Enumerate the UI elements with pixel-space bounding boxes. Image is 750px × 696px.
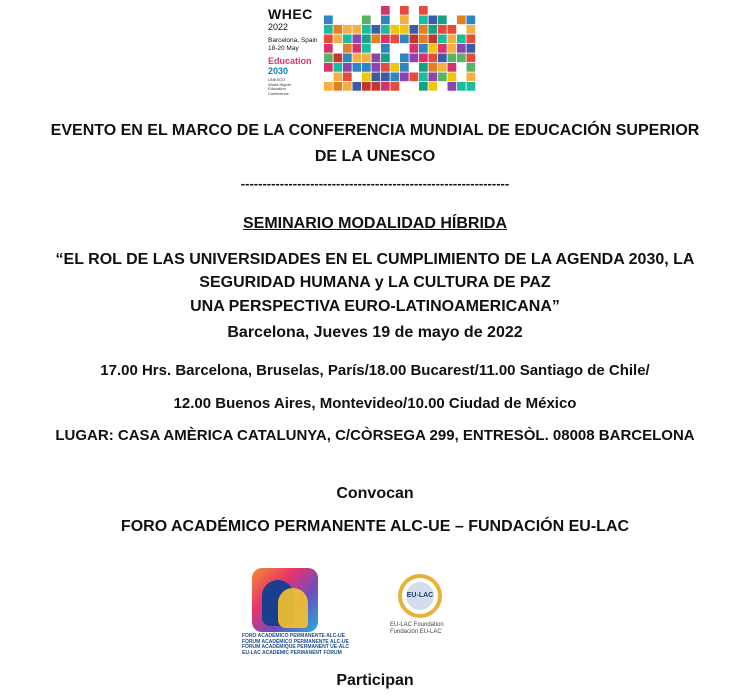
mosaic-tile (372, 54, 381, 63)
mosaic-tile (400, 54, 409, 63)
mosaic-tile (381, 82, 390, 91)
mosaic-tile (334, 82, 343, 91)
mosaic-tile (343, 73, 352, 82)
eu-lac-badge: EU-LAC (406, 582, 434, 610)
foro-logo-text (242, 634, 352, 656)
eu-lac-caption-line: Fundación EU-LAC (390, 629, 442, 635)
mosaic-tile (410, 73, 419, 82)
mosaic-tile (448, 82, 457, 91)
mosaic-tile (419, 73, 428, 82)
mosaic-tile (419, 63, 428, 72)
convocan-label: Convocan (336, 485, 414, 502)
mosaic-tile (400, 35, 409, 44)
mosaic-tile (381, 63, 390, 72)
mosaic-tile (324, 25, 333, 34)
mosaic-tile (334, 25, 343, 34)
whec-org-line: World Higher (268, 81, 292, 87)
mosaic-tile (362, 54, 371, 63)
mosaic-tile (457, 82, 466, 91)
seminar-type: SEMINARIO MODALIDAD HÍBRIDA (243, 215, 507, 232)
mosaic-tile (372, 35, 381, 44)
mosaic-tile (419, 6, 428, 15)
mosaic-tile (448, 35, 457, 44)
foro-academico-logo (242, 568, 352, 660)
mosaic-tile (467, 25, 476, 34)
mosaic-tile (362, 35, 371, 44)
eu-lac-logo (390, 574, 480, 654)
mosaic-tile (343, 35, 352, 44)
mosaic-tile (381, 35, 390, 44)
event-heading-line2: DE LA UNESCO (314, 148, 436, 165)
mosaic-tile (334, 35, 343, 44)
foro-logo-line: EU-LAC ACADEMIC PERMANENT FORUM (242, 649, 342, 656)
mosaic-tile (381, 6, 390, 15)
mosaic-tile (419, 82, 428, 91)
mosaic-tile (438, 16, 447, 25)
mosaic-tile (448, 73, 457, 82)
mosaic-tile (324, 35, 333, 44)
mosaic-tile (343, 63, 352, 72)
event-heading-line1: EVENTO EN EL MARCO DE LA CONFERENCIA MUNDIAL DE EDUCACIÓN SUPERIOR (50, 122, 700, 139)
mosaic-tile (381, 73, 390, 82)
mosaic-tile (324, 44, 333, 53)
organizers: FORO ACADÉMICO PERMANENTE ALC-UE – FUNDACIÓN EU-LAC (120, 518, 630, 535)
mosaic-tile (467, 44, 476, 53)
mosaic-tile (448, 54, 457, 63)
mosaic-tile (400, 25, 409, 34)
mosaic-tile (362, 16, 371, 25)
mosaic-tile (324, 82, 333, 91)
mosaic-tile (419, 35, 428, 44)
eu-lac-circle-icon (398, 574, 442, 618)
mosaic-tile (362, 44, 371, 53)
mosaic-tile (324, 63, 333, 72)
seminar-times-line2: 12.00 Buenos Aires, Montevideo/10.00 Ciudad de México (173, 395, 577, 412)
seminar-times-line1: 17.00 Hrs. Barcelona, Bruselas, París/18.00 Bucarest/11.00 Santiago de Chile/ (100, 362, 650, 379)
mosaic-tile (362, 25, 371, 34)
whec-logo-year: 2022 (268, 22, 289, 32)
mosaic-tile (429, 63, 438, 72)
mosaic-tile (391, 82, 400, 91)
mosaic-tile (429, 16, 438, 25)
whec-logo-dates: 18-20 May (268, 45, 299, 52)
mosaic-tile (372, 82, 381, 91)
mosaic-tile (391, 35, 400, 44)
mosaic-tile (381, 16, 390, 25)
mosaic-tile (353, 54, 362, 63)
whec-logo-city: Barcelona, Spain (268, 37, 318, 44)
seminar-title-line2: SEGURIDAD HUMANA y LA CULTURA DE PAZ (199, 274, 551, 291)
mosaic-tile (353, 82, 362, 91)
mosaic-tile (429, 82, 438, 91)
mosaic-tile (381, 25, 390, 34)
participan-label: Participan (336, 672, 414, 689)
mosaic-tile (353, 35, 362, 44)
seminar-title-line1: “EL ROL DE LAS UNIVERSIDADES EN EL CUMPLIMIENTO DE LA AGENDA 2030, LA (55, 251, 695, 268)
mosaic-tile (381, 54, 390, 63)
whec-logo-2030: 2030 (268, 66, 289, 76)
mosaic-tile (438, 63, 447, 72)
mosaic-tile (448, 63, 457, 72)
foro-logo-line: FORUM ACADÉMIQUE PERMANENT UE-ALC (242, 644, 350, 651)
foro-faces-icon (252, 568, 318, 632)
mosaic-tile (467, 16, 476, 25)
seminar-date: Barcelona, Jueves 19 de mayo de 2022 (227, 324, 523, 341)
whec-org-line: Conference (268, 90, 289, 96)
mosaic-tile (429, 35, 438, 44)
whec-mosaic-graphic (324, 6, 484, 94)
mosaic-tile (467, 35, 476, 44)
mosaic-tile (448, 44, 457, 53)
mosaic-tile (419, 54, 428, 63)
mosaic-tile (362, 82, 371, 91)
whec-org-line: UNESCO (268, 77, 286, 82)
whec-2022-logo (266, 4, 486, 96)
whec-org-line: Education (268, 86, 286, 92)
mosaic-tile (467, 54, 476, 63)
mosaic-tile (438, 44, 447, 53)
separator-line: -------------------------------------------------------------- (240, 176, 510, 191)
mosaic-tile (448, 25, 457, 34)
mosaic-tile (353, 44, 362, 53)
mosaic-tile (467, 63, 476, 72)
mosaic-tile (343, 25, 352, 34)
mosaic-tile (457, 35, 466, 44)
whec-logo-education: Education (268, 56, 312, 66)
mosaic-tile (343, 44, 352, 53)
mosaic-tile (457, 54, 466, 63)
whec-logo-location (268, 37, 318, 53)
mosaic-tile (429, 54, 438, 63)
mosaic-tile (419, 25, 428, 34)
eu-lac-caption (390, 622, 480, 636)
mosaic-tile (372, 63, 381, 72)
mosaic-tile (334, 63, 343, 72)
mosaic-tile (372, 73, 381, 82)
mosaic-tile (438, 54, 447, 63)
mosaic-tile (410, 35, 419, 44)
mosaic-tile (429, 25, 438, 34)
eu-lac-caption-line: EU-LAC Foundation (390, 622, 444, 628)
foro-logo-line: FORUM ACADÉMICO PERMANENTE ALC-UE (242, 638, 349, 645)
mosaic-tile (438, 25, 447, 34)
mosaic-tile (457, 16, 466, 25)
whec-logo-org (268, 78, 291, 96)
seminar-venue: LUGAR: CASA AMÈRICA CATALUNYA, C/CÒRSEGA 299, ENTRESÒL. 08008 BARCELONA (55, 427, 695, 444)
mosaic-tile (467, 82, 476, 91)
mosaic-tile (391, 63, 400, 72)
mosaic-tile (391, 25, 400, 34)
mosaic-tile (353, 63, 362, 72)
mosaic-tile (372, 25, 381, 34)
mosaic-tile (438, 35, 447, 44)
mosaic-tile (334, 54, 343, 63)
mosaic-tile (410, 44, 419, 53)
mosaic-tile (381, 44, 390, 53)
mosaic-tile (457, 44, 466, 53)
mosaic-tile (429, 73, 438, 82)
mosaic-tile (438, 73, 447, 82)
mosaic-tile (362, 63, 371, 72)
mosaic-tile (467, 73, 476, 82)
mosaic-tile (400, 63, 409, 72)
mosaic-tile (324, 54, 333, 63)
mosaic-tile (362, 73, 371, 82)
mosaic-tile (419, 16, 428, 25)
mosaic-tile (410, 25, 419, 34)
mosaic-tile (391, 73, 400, 82)
mosaic-tile (410, 54, 419, 63)
mosaic-tile (400, 73, 409, 82)
mosaic-tile (400, 16, 409, 25)
mosaic-tile (343, 82, 352, 91)
mosaic-tile (334, 73, 343, 82)
foro-logo-line: FORO ACADÉMICO PERMANENTE ALC-UE (242, 633, 345, 639)
mosaic-tile (400, 6, 409, 15)
mosaic-tile (429, 44, 438, 53)
seminar-title-line3: UNA PERSPECTIVA EURO-LATINOAMERICANA” (190, 298, 560, 315)
mosaic-tile (324, 16, 333, 25)
mosaic-tile (343, 54, 352, 63)
mosaic-tile (353, 25, 362, 34)
whec-logo-title: WHEC (268, 6, 313, 22)
mosaic-tile (419, 44, 428, 53)
